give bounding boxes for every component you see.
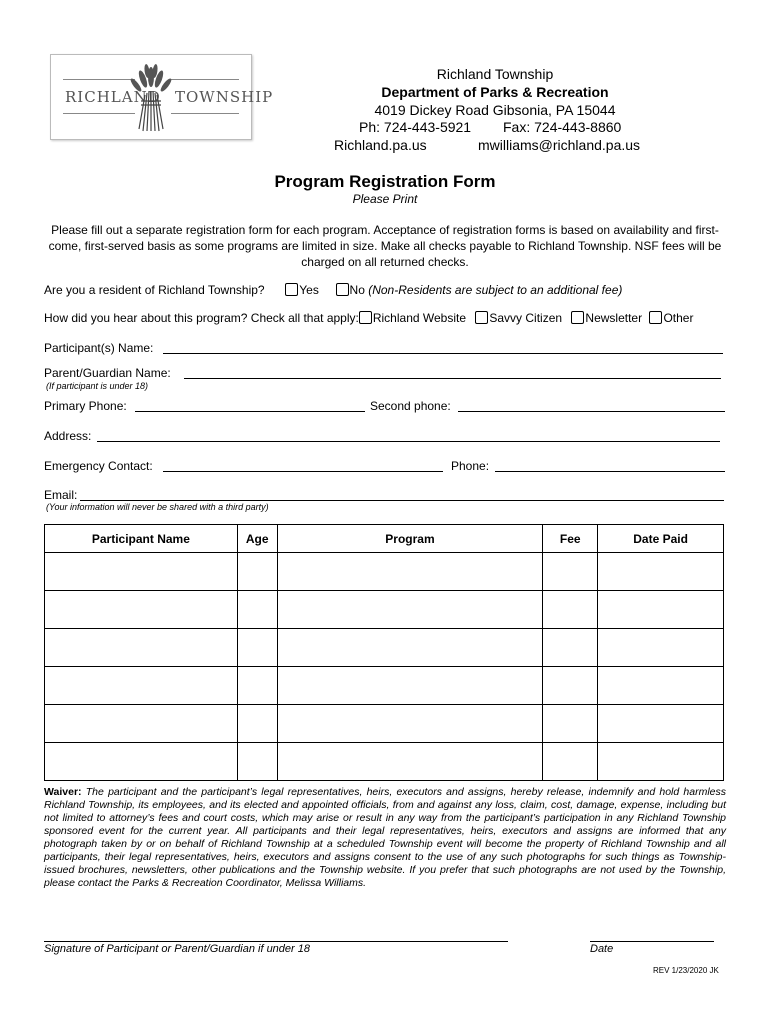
date-paid-cell[interactable] <box>598 591 724 629</box>
program-cell[interactable] <box>277 743 543 781</box>
col-age: Age <box>237 525 277 553</box>
resident-no-label: No <box>349 283 365 297</box>
form-subtitle: Please Print <box>352 192 418 206</box>
col-date-paid: Date Paid <box>598 525 724 553</box>
program-cell[interactable] <box>277 667 543 705</box>
second-phone-label: Second phone: <box>370 399 451 413</box>
logo-rule <box>63 79 135 80</box>
fee-cell[interactable] <box>543 667 598 705</box>
email-privacy-note: (Your information will never be shared with a third party) <box>46 502 269 512</box>
department-name: Department of Parks & Recreation <box>381 84 609 100</box>
emergency-contact-field[interactable] <box>163 460 443 472</box>
program-cell[interactable] <box>277 591 543 629</box>
resident-no-checkbox[interactable] <box>336 283 349 296</box>
guardian-note: (If participant is under 18) <box>46 381 149 391</box>
guardian-name-label: Parent/Guardian Name: <box>44 366 171 380</box>
participant-name-cell[interactable] <box>45 667 238 705</box>
richland-township-logo <box>50 54 274 140</box>
richland-website-label: Richland Website <box>372 311 467 325</box>
program-cell[interactable] <box>277 705 543 743</box>
form-title: Program Registration Form <box>274 172 496 191</box>
table-row <box>45 667 724 705</box>
table-header-row <box>45 525 724 553</box>
date-line[interactable] <box>590 941 714 942</box>
participant-table <box>44 524 724 781</box>
guardian-name-field[interactable] <box>184 367 721 379</box>
logo-rule <box>171 79 239 80</box>
newsletter-label: Newsletter <box>585 311 643 325</box>
org-email: mwilliams@richland.pa.us <box>478 137 641 153</box>
address-label: Address: <box>44 429 92 443</box>
logo-rule <box>171 113 239 114</box>
age-cell[interactable] <box>237 743 277 781</box>
logo-left-word: RICHLAND <box>65 88 161 106</box>
org-address: 4019 Dickey Road Gibsonia, PA 15044 <box>374 102 616 118</box>
participant-name-cell[interactable] <box>45 591 238 629</box>
savvy-citizen-checkbox[interactable] <box>475 311 488 324</box>
table-row <box>45 553 724 591</box>
age-cell[interactable] <box>237 705 277 743</box>
primary-phone-label: Primary Phone: <box>44 399 127 413</box>
col-participant-name: Participant Name <box>45 525 238 553</box>
address-field[interactable] <box>97 430 720 442</box>
emergency-phone-field[interactable] <box>495 460 725 472</box>
savvy-citizen-label: Savvy Citizen <box>489 311 563 325</box>
table-row <box>45 591 724 629</box>
hear-about-question: How did you hear about this program? Check all that apply: <box>44 311 359 325</box>
participants-name-field[interactable] <box>163 342 723 354</box>
hear-about-row <box>44 311 693 325</box>
age-cell[interactable] <box>237 667 277 705</box>
resident-yes-label: Yes <box>299 283 319 297</box>
non-resident-fee-note: (Non-Residents are subject to an additional fee) <box>368 283 623 297</box>
revision-code: REV 1/23/2020 JK <box>653 966 719 975</box>
waiver-label: Waiver: <box>44 786 82 798</box>
age-cell[interactable] <box>237 553 277 591</box>
program-cell[interactable] <box>277 553 543 591</box>
date-paid-cell[interactable] <box>598 743 724 781</box>
email-label: Email: <box>44 488 78 502</box>
fee-cell[interactable] <box>543 591 598 629</box>
signature-label: Signature of Participant or Parent/Guardian if under 18 <box>44 943 310 955</box>
age-cell[interactable] <box>237 591 277 629</box>
date-label: Date <box>590 943 614 955</box>
resident-yes-checkbox[interactable] <box>285 283 298 296</box>
program-cell[interactable] <box>277 629 543 667</box>
participant-name-cell[interactable] <box>45 705 238 743</box>
emergency-phone-label: Phone: <box>451 459 490 473</box>
date-paid-cell[interactable] <box>598 553 724 591</box>
org-name: Richland Township <box>436 66 554 82</box>
logo-right-word: TOWNSHIP <box>175 88 274 106</box>
org-phone: Ph: 724-443-5921 <box>359 119 472 135</box>
signature-line[interactable] <box>44 941 508 942</box>
email-field[interactable] <box>80 489 724 501</box>
table-row <box>45 705 724 743</box>
form-instructions: Please fill out a separate registration form for each program. Acceptance of registration forms is based on availability and first-come, first-served basis as some programs are limited in size. Make all checks payable to Richland Township. NSF fees will be charged on all returned checks. <box>48 223 722 269</box>
resident-question: Are you a resident of Richland Township? <box>44 283 265 297</box>
date-paid-cell[interactable] <box>598 705 724 743</box>
date-paid-cell[interactable] <box>598 667 724 705</box>
table-row <box>45 629 724 667</box>
primary-phone-field[interactable] <box>135 400 365 412</box>
fee-cell[interactable] <box>543 705 598 743</box>
other-checkbox[interactable] <box>649 311 662 324</box>
fee-cell[interactable] <box>543 743 598 781</box>
org-fax: Fax: 724-443-8860 <box>503 119 622 135</box>
fee-cell[interactable] <box>543 553 598 591</box>
table-row <box>45 743 724 781</box>
newsletter-checkbox[interactable] <box>571 311 584 324</box>
emergency-contact-label: Emergency Contact: <box>44 459 153 473</box>
other-label: Other <box>663 311 694 325</box>
logo-rule <box>63 113 135 114</box>
resident-question-row <box>44 283 622 297</box>
wheat-sheaf-icon <box>127 61 175 135</box>
richland-website-checkbox[interactable] <box>359 311 372 324</box>
fee-cell[interactable] <box>543 629 598 667</box>
waiver-body: The participant and the participant’s legal representatives, heirs, executors and assigns, hereby release, indemnify and hold harmless Richland Township, its employees, and its elected and appointed officials, from and against any loss, claim, cost, damage, expense, including but not limited to attorney’s fees and court costs, which may arise or result in any way from the participant’s participation in any Richland Township sponsored event for the current year. All participants and their legal representatives, heirs, executors and assigns are informed that any photograph taken by or on behalf of Richland Township at a scheduled Township event will become the property of Richland Township and all participants, their legal representatives, heirs, executors and assigns consent to the use of any such photographs for such things as Township-issued brochures, newsletters, other publications and the Township website. If you prefer that such photographs are not used by the Township, please contact the Parks & Recreation Coordinator, Melissa Williams. <box>44 786 727 889</box>
participant-name-cell[interactable] <box>45 743 238 781</box>
participants-name-label: Participant(s) Name: <box>44 341 154 355</box>
second-phone-field[interactable] <box>458 400 725 412</box>
waiver-text <box>44 786 726 890</box>
participant-name-cell[interactable] <box>45 629 238 667</box>
col-program: Program <box>277 525 543 553</box>
org-website: Richland.pa.us <box>334 137 427 153</box>
col-fee: Fee <box>543 525 598 553</box>
date-paid-cell[interactable] <box>598 629 724 667</box>
age-cell[interactable] <box>237 629 277 667</box>
participant-name-cell[interactable] <box>45 553 238 591</box>
